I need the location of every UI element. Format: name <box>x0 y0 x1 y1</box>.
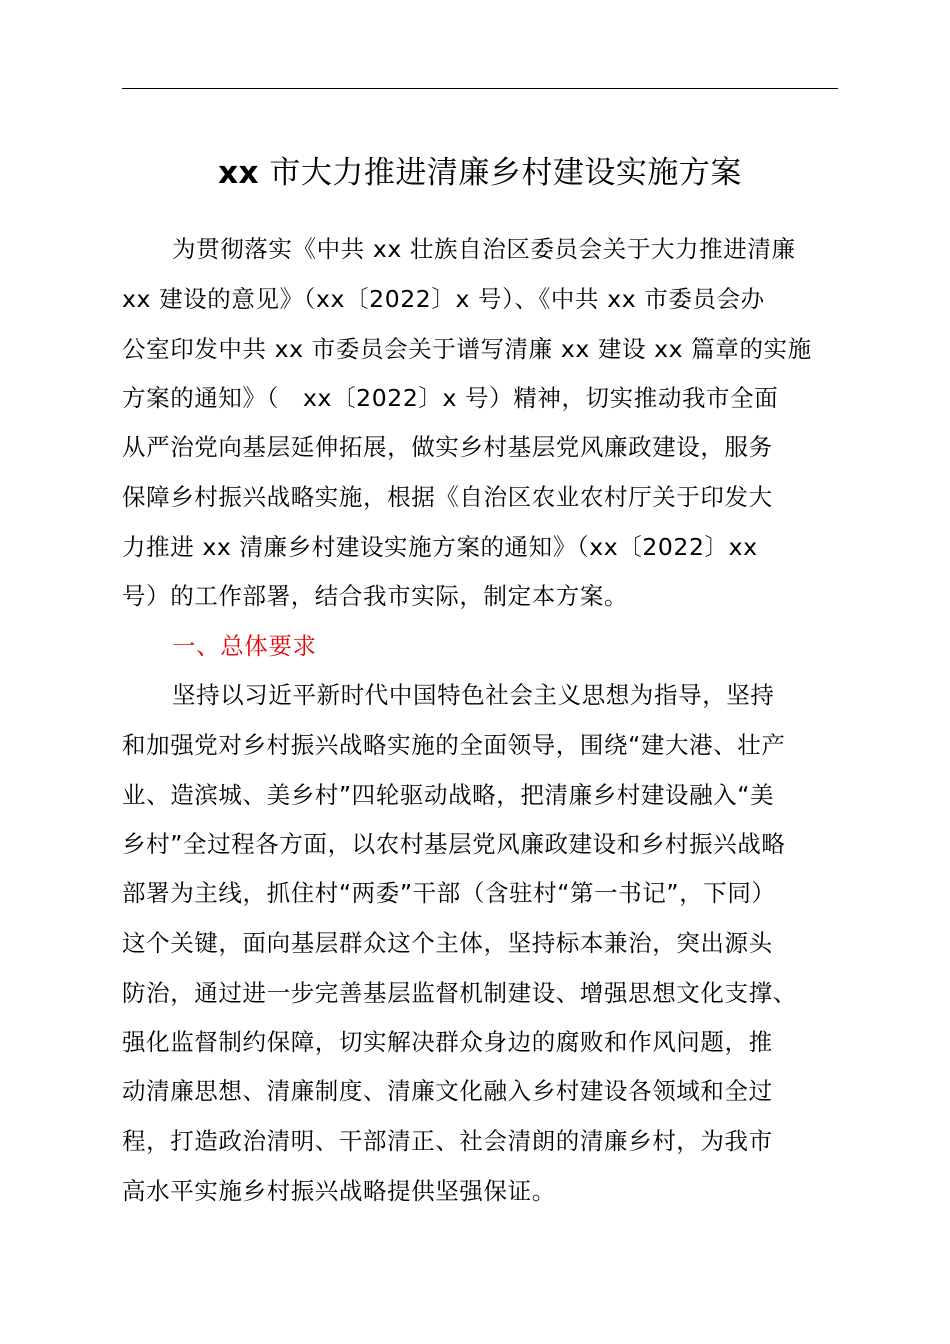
section-line: 和加强党对乡村振兴战略实施的全面领导，围绕“建大港、壮产 <box>122 731 786 759</box>
section-line: 部署为主线，抓住村“两委”干部（含驻村“第一书记”，下同） <box>122 879 776 907</box>
section-line: 乡村”全过程各方面，以农村基层党风廉政建设和乡村振兴战略 <box>122 830 786 858</box>
section-line: 程，打造政治清明、干部清正、社会清朗的清廉乡村，为我市 <box>122 1127 773 1155</box>
section-line: 强化监督制约保障，切实解决群众身边的腐败和作风问题，推 <box>122 1028 773 1056</box>
intro-line: 公室印发中共 xx 市委员会关于谱写清廉 xx 建设 xx 篇章的实施 <box>122 335 812 363</box>
intro-line: 方案的通知》（ xx〔2022〕x 号）精神，切实推动我市全面 <box>122 384 779 412</box>
intro-line: 从严治党向基层延伸拓展，做实乡村基层党风廉政建设，服务 <box>122 433 773 461</box>
title-prefix: xx <box>218 155 260 191</box>
section-line: 动清廉思想、清廉制度、清廉文化融入乡村建设各领域和全过 <box>122 1077 773 1105</box>
section-line: 这个关键，面向基层群众这个主体，坚持标本兼治，突出源头 <box>122 929 773 957</box>
section-line: 高水平实施乡村振兴战略提供坚强保证。 <box>122 1177 556 1205</box>
intro-line: xx 建设的意见》（xx〔2022〕x 号）、《中共 xx 市委员会办 <box>122 285 765 313</box>
header-rule <box>122 88 838 89</box>
section-line: 坚持以习近平新时代中国特色社会主义思想为指导，坚持 <box>172 681 775 709</box>
section-line: 防治，通过进一步完善基层监督机制建设、增强思想文化支撑、 <box>122 979 797 1007</box>
section-heading: 一、总体要求 <box>172 632 317 660</box>
intro-line: 力推进 xx 清廉乡村建设实施方案的通知》（xx〔2022〕xx <box>122 533 758 561</box>
intro-line: 号）的工作部署，结合我市实际，制定本方案。 <box>122 582 629 610</box>
section-line: 业、造滨城、美乡村”四轮驱动战略，把清廉乡村建设融入“美 <box>122 781 775 809</box>
document-title <box>122 148 838 198</box>
title-text: 市大力推进清廉乡村建设实施方案 <box>259 155 742 191</box>
intro-line: 保障乡村振兴战略实施，根据《自治区农业农村厅关于印发大 <box>122 483 773 511</box>
intro-line: 为贯彻落实《中共 xx 壮族自治区委员会关于大力推进清廉 <box>172 235 796 263</box>
